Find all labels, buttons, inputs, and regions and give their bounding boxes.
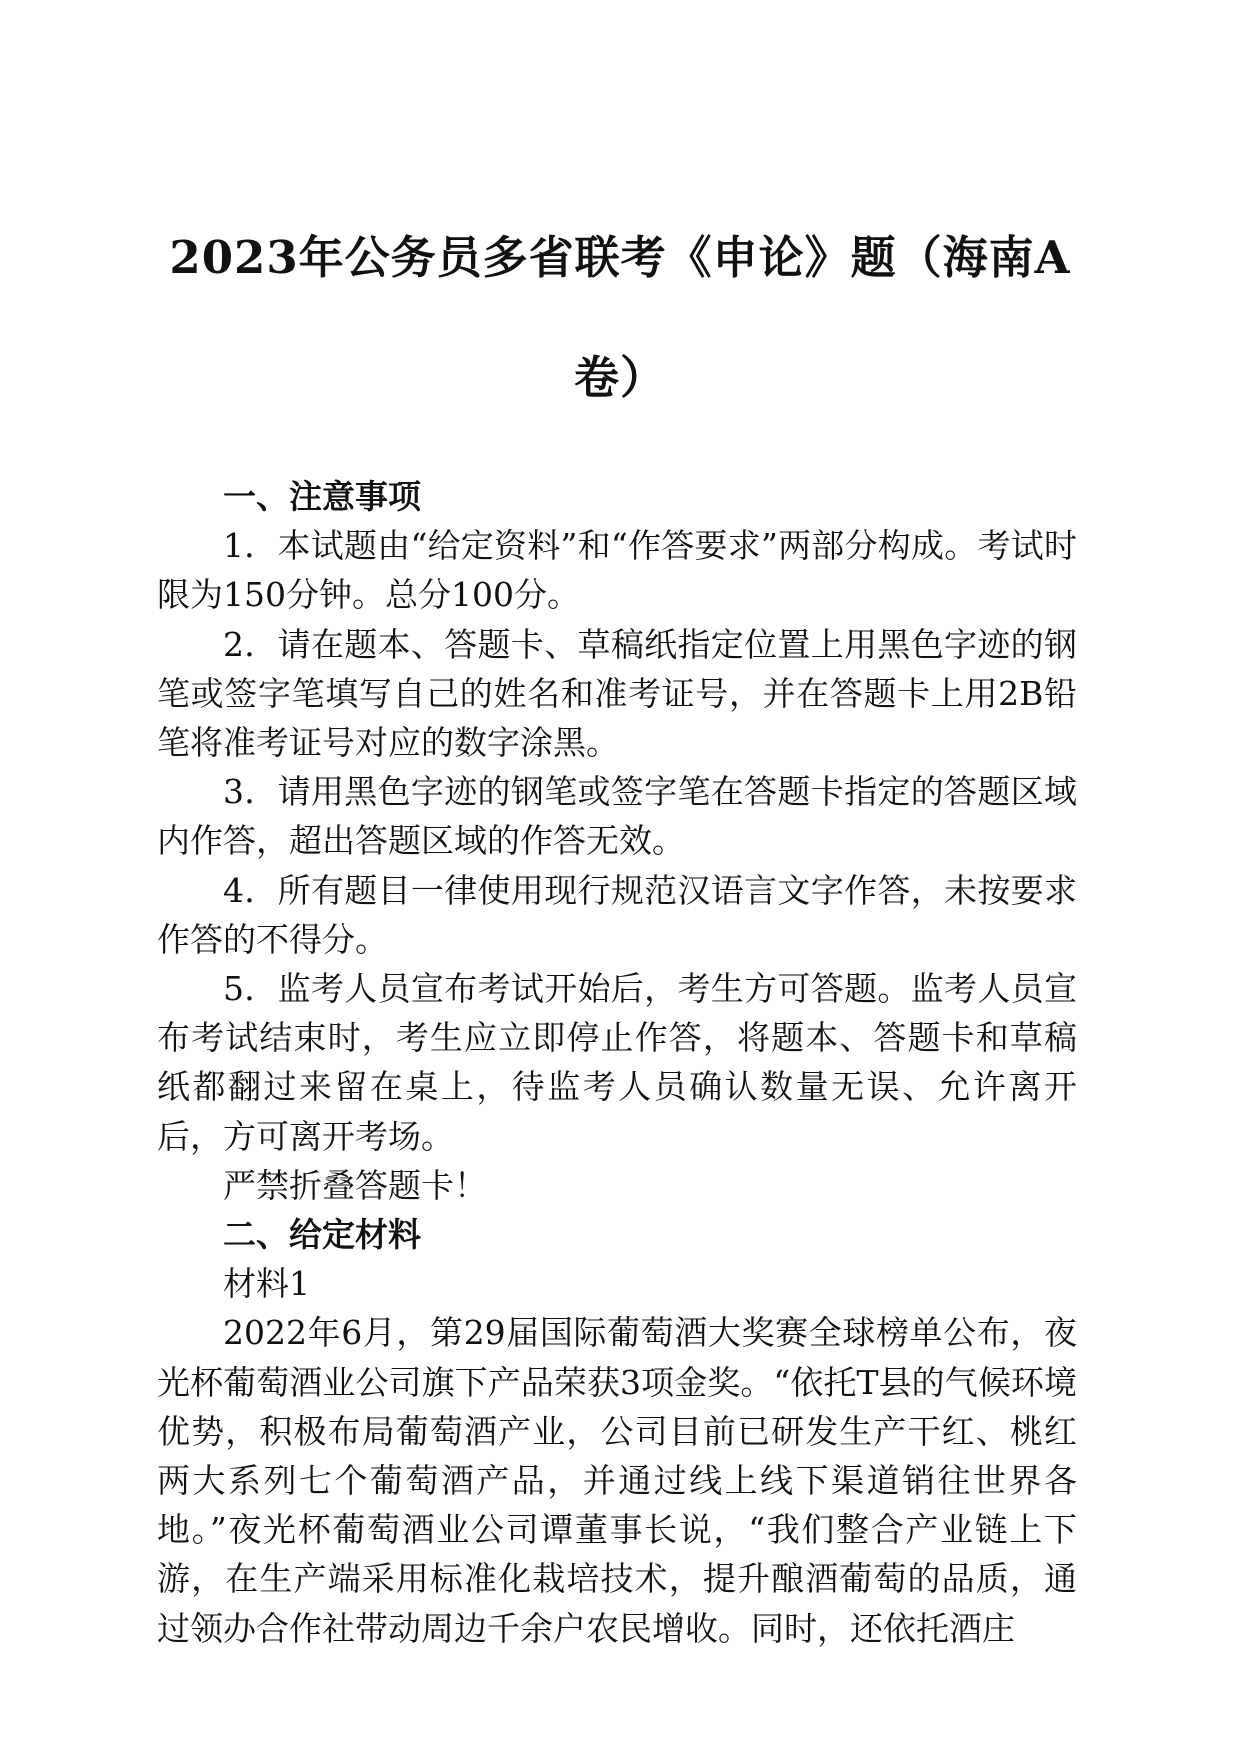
document-title-line-1: 2023年公务员多省联考《申论》题（海南A — [169, 231, 1071, 284]
notice-item-3: 3．请用黑色字迹的钢笔或签字笔在答题卡指定的答题区域内作答，超出答题区域的作答无效。 — [157, 772, 1077, 861]
material-label: 材料1 — [223, 1264, 310, 1304]
material-paragraph: 2022年6月，第29届国际葡萄酒大奖赛全球榜单公布，夜光杯葡萄酒业公司旗下产品荣获3项金奖。“依托T县的气候环境优势，积极布局葡萄酒产业，公司目前已研发生产干红、桃红两大系列七个葡萄酒产品，并通过线上线下渠道销往世界各地。”夜光杯葡萄酒业公司谭董事长说，“我们整合产业链上下游，在生产端采用标准化栽培技术，提升酿酒葡萄的品质，通过领办合作社带动周边千余户农民增收。同时，还依托酒庄 — [157, 1313, 1077, 1648]
warning-text: 严禁折叠答题卡！ — [223, 1165, 487, 1205]
notice-item-4: 4．所有题目一律使用现行规范汉语言文字作答，未按要求作答的不得分。 — [157, 870, 1077, 959]
document-body — [157, 472, 1077, 1653]
section-heading-materials: 二、给定材料 — [223, 1215, 421, 1255]
notice-item-2: 2．请在题本、答题卡、草稿纸指定位置上用黑色字迹的钢笔或签字笔填写自己的姓名和准考证号，并在答题卡上用2B铅笔将准考证号对应的数字涂黑。 — [157, 624, 1077, 763]
document-title-line-2: 卷） — [573, 351, 666, 404]
notice-item-5: 5．监考人员宣布考试开始后，考生方可答题。监考人员宣布考试结束时，考生应立即停止作答，将题本、答题卡和草稿纸都翻过来留在桌上，待监考人员确认数量无误、允许离开后，方可离开考场。 — [157, 969, 1077, 1156]
section-heading-notice: 一、注意事项 — [223, 477, 421, 516]
notice-item-1: 1．本试题由“给定资料”和“作答要求”两部分构成。考试时限为150分钟。总分100分。 — [157, 526, 1077, 615]
